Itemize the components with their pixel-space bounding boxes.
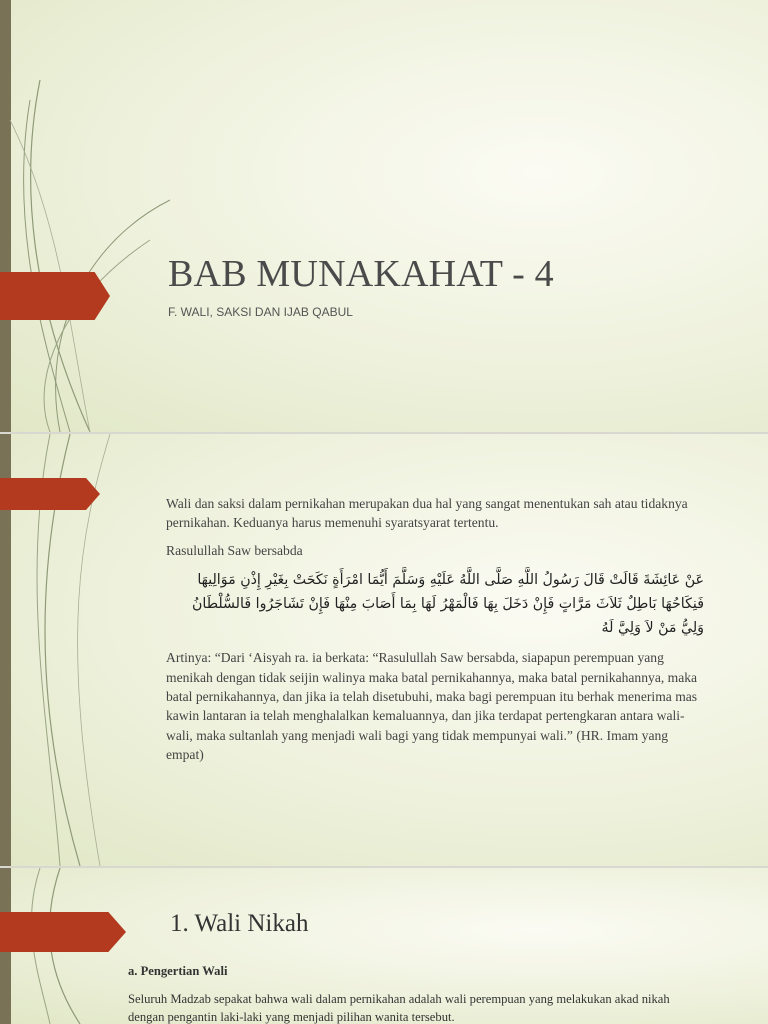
page-subtitle: F. WALI, SAKSI DAN IJAB QABUL [168, 305, 353, 319]
page-title: BAB MUNAKAHAT - 4 [168, 253, 554, 295]
bullet-list [144, 494, 704, 773]
arabic-text: عَنْ عَائِشَةَ قَالَتْ قَالَ رَسُولُ اللَّهِ صَلَّى اللَّهُ عَلَيْهِ وَسَلَّمَ أَيُّمَا امْرَأَةٍ نَكَحَتْ بِغَيْرِ إِذْنِ مَوَالِيهَا فَنِكَاحُهَا بَاطِلٌ ثَلاَثَ مَرَّاتٍ فَإِنْ دَخَلَ بِهَا فَالْمَهْرُ لَهَا بِمَا أَصَابَ مِنْهَا فَإِنْ تَشَاجَرُوا فَالسُّلْطَانُ وَلِيُّ مَنْ لاَ وَلِيَّ لَهُ [191, 572, 704, 637]
bullet-text: Artinya: “Dari ‘Aisyah ra. ia berkata: “Rasulullah Saw bersabda, siapapun perempuan yang menikah dengan tidak seijin walinya maka batal pernikahannya, maka batal pernikahannya, maka batal pernikahannya, dan jika ia telah disetubuhi, maka bagi perempuan itu berhak menerima mas kawin lantaran ia telah menghalalkan kemaluannya, dan jika terdapat pertengkaran antara wali-wali, maka sultanlah yang menjadi wali bagi yang tidak mempunyai wali.” (HR. Imam yang empat) [166, 650, 698, 763]
slide-title [0, 0, 768, 432]
bullet-item [144, 541, 704, 560]
slide-wali-nikah [0, 868, 768, 1024]
section-title: 1. Wali Nikah [170, 910, 309, 937]
section-arrow-tab [0, 912, 126, 952]
title-arrow-tab [0, 272, 110, 320]
section-subheading: a. Pengertian Wali [128, 964, 228, 978]
arabic-hadith [168, 568, 704, 640]
bullet-text: Wali dan saksi dalam pernikahan merupakan dua hal yang sangat menentukan sah atau tidaknya pernikahan. Keduanya harus memenuhi syaratsyarat tertentu. [166, 496, 688, 531]
bullet-item [144, 494, 704, 533]
bullet-item [144, 648, 704, 764]
decorative-leaves [0, 0, 300, 432]
bullet-text: Rasulullah Saw bersabda [166, 542, 303, 558]
content-arrow-tab [0, 478, 100, 510]
slide-content [0, 434, 768, 866]
section-paragraph: Seluruh Madzab sepakat bahwa wali dalam pernikahan adalah wali perempuan yang melakukan akad nikah dengan pengantin laki-laki yang menjadi pilihan wanita tersebut. [128, 992, 670, 1024]
